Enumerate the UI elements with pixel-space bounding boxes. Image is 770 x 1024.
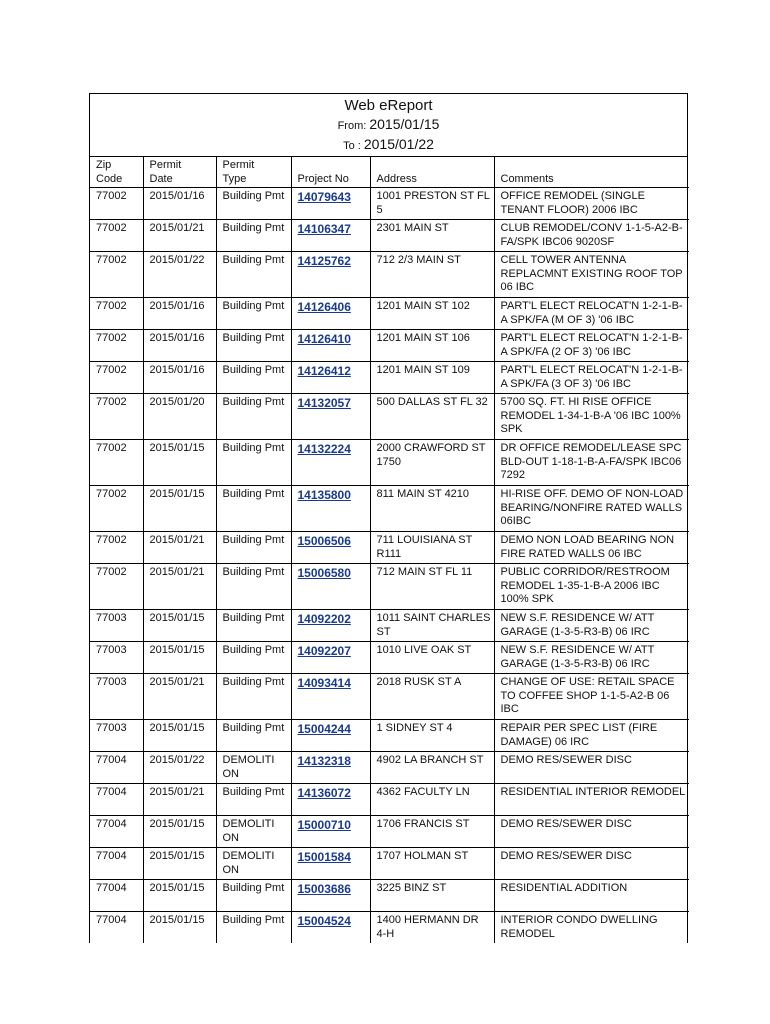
address-cell: 4902 LA BRANCH ST xyxy=(370,752,494,784)
table-row xyxy=(90,816,689,848)
project-link[interactable]: 15004524 xyxy=(297,914,351,928)
project-no-cell xyxy=(291,330,370,362)
project-link[interactable]: 14126406 xyxy=(297,300,351,314)
permit-type-cell: DEMOLITI ON xyxy=(216,752,291,784)
permit-report xyxy=(89,93,688,943)
zip-code-cell: 77002 xyxy=(90,440,143,486)
permit-type-cell: Building Pmt xyxy=(216,394,291,440)
permit-date-cell: 2015/01/15 xyxy=(143,642,216,674)
project-link[interactable]: 14125762 xyxy=(297,254,351,268)
table-row xyxy=(90,486,689,532)
date-from xyxy=(90,115,687,135)
zip-code-cell: 77004 xyxy=(90,848,143,880)
address-cell: 1706 FRANCIS ST xyxy=(370,816,494,848)
permit-date-cell: 2015/01/15 xyxy=(143,486,216,532)
zip-code-cell: 77003 xyxy=(90,720,143,752)
col-comments: Comments xyxy=(494,157,689,188)
table-row xyxy=(90,642,689,674)
table-row xyxy=(90,298,689,330)
zip-code-cell: 77004 xyxy=(90,784,143,816)
project-link[interactable]: 15004244 xyxy=(297,722,351,736)
comments-cell: PART'L ELECT RELOCAT'N 1-2-1-B-A SPK/FA (2 OF 3) '06 IBC xyxy=(494,330,689,362)
comments-cell: DEMO RES/SEWER DISC xyxy=(494,752,689,784)
address-cell: 712 MAIN ST FL 11 xyxy=(370,564,494,610)
zip-code-cell: 77004 xyxy=(90,752,143,784)
address-cell: 1011 SAINT CHARLES ST xyxy=(370,610,494,642)
permit-date-cell: 2015/01/21 xyxy=(143,674,216,720)
address-cell: 1001 PRESTON ST FL 5 xyxy=(370,188,494,220)
to-value: 2015/01/22 xyxy=(363,136,434,152)
from-label: From: xyxy=(337,120,367,132)
comments-cell: DR OFFICE REMODEL/LEASE SPC BLD-OUT 1-18-1-B-A-FA/SPK IBC06 7292 xyxy=(494,440,689,486)
zip-code-cell: 77002 xyxy=(90,486,143,532)
project-link[interactable]: 14132224 xyxy=(297,442,351,456)
project-no-cell xyxy=(291,642,370,674)
zip-code-cell: 77002 xyxy=(90,188,143,220)
permit-date-cell: 2015/01/16 xyxy=(143,188,216,220)
permit-date-cell: 2015/01/21 xyxy=(143,564,216,610)
permit-date-cell: 2015/01/21 xyxy=(143,532,216,564)
address-cell: 4362 FACULTY LN xyxy=(370,784,494,816)
permit-type-cell: Building Pmt xyxy=(216,720,291,752)
project-link[interactable]: 14126412 xyxy=(297,364,351,378)
project-link[interactable]: 14092207 xyxy=(297,644,351,658)
comments-cell: OFFICE REMODEL (SINGLE TENANT FLOOR) 2006 IBC xyxy=(494,188,689,220)
zip-code-cell: 77002 xyxy=(90,532,143,564)
project-no-cell xyxy=(291,394,370,440)
comments-cell: CHANGE OF USE: RETAIL SPACE TO COFFEE SHOP 1-1-5-A2-B 06 IBC xyxy=(494,674,689,720)
permit-type-cell: Building Pmt xyxy=(216,252,291,298)
project-link[interactable]: 14132057 xyxy=(297,396,351,410)
project-no-cell xyxy=(291,440,370,486)
table-header-row xyxy=(90,157,689,188)
project-no-cell xyxy=(291,220,370,252)
comments-cell: NEW S.F. RESIDENCE W/ ATT GARAGE (1-3-5-R3-B) 06 IRC xyxy=(494,642,689,674)
comments-cell: REPAIR PER SPEC LIST (FIRE DAMAGE) 06 IRC xyxy=(494,720,689,752)
permit-date-cell: 2015/01/15 xyxy=(143,912,216,944)
project-link[interactable]: 15006506 xyxy=(297,534,351,548)
address-cell: 811 MAIN ST 4210 xyxy=(370,486,494,532)
address-cell: 1010 LIVE OAK ST xyxy=(370,642,494,674)
table-row xyxy=(90,564,689,610)
project-link[interactable]: 15000710 xyxy=(297,818,351,832)
table-row xyxy=(90,674,689,720)
table-row xyxy=(90,188,689,220)
permit-date-cell: 2015/01/15 xyxy=(143,720,216,752)
permit-type-cell: Building Pmt xyxy=(216,220,291,252)
table-row xyxy=(90,912,689,944)
project-link[interactable]: 14106347 xyxy=(297,222,351,236)
comments-cell: RESIDENTIAL ADDITION xyxy=(494,880,689,912)
project-no-cell xyxy=(291,252,370,298)
project-no-cell xyxy=(291,816,370,848)
permit-date-cell: 2015/01/22 xyxy=(143,252,216,298)
zip-code-cell: 77002 xyxy=(90,298,143,330)
project-no-cell xyxy=(291,752,370,784)
comments-cell: DEMO RES/SEWER DISC xyxy=(494,816,689,848)
project-link[interactable]: 15006580 xyxy=(297,566,351,580)
project-link[interactable]: 14126410 xyxy=(297,332,351,346)
project-link[interactable]: 14136072 xyxy=(297,786,351,800)
permit-type-cell: Building Pmt xyxy=(216,532,291,564)
zip-code-cell: 77002 xyxy=(90,362,143,394)
zip-code-cell: 77002 xyxy=(90,252,143,298)
permit-date-cell: 2015/01/20 xyxy=(143,394,216,440)
project-link[interactable]: 15001584 xyxy=(297,850,351,864)
permit-type-cell: Building Pmt xyxy=(216,674,291,720)
address-cell: 712 2/3 MAIN ST xyxy=(370,252,494,298)
project-no-cell xyxy=(291,532,370,564)
permit-date-cell: 2015/01/21 xyxy=(143,784,216,816)
zip-code-cell: 77003 xyxy=(90,642,143,674)
project-no-cell xyxy=(291,784,370,816)
permit-date-cell: 2015/01/15 xyxy=(143,816,216,848)
address-cell: 1400 HERMANN DR 4-H xyxy=(370,912,494,944)
project-no-cell xyxy=(291,486,370,532)
table-row xyxy=(90,362,689,394)
permit-type-cell: Building Pmt xyxy=(216,298,291,330)
permit-date-cell: 2015/01/22 xyxy=(143,752,216,784)
zip-code-cell: 77002 xyxy=(90,330,143,362)
report-header xyxy=(90,94,687,157)
permit-date-cell: 2015/01/15 xyxy=(143,880,216,912)
comments-cell: NEW S.F. RESIDENCE W/ ATT GARAGE (1-3-5-R3-B) 06 IRC xyxy=(494,610,689,642)
col-permit-type: Permit Type xyxy=(216,157,291,188)
date-to xyxy=(90,135,687,155)
zip-code-cell: 77003 xyxy=(90,674,143,720)
project-link[interactable]: 15003686 xyxy=(297,882,351,896)
col-permit-date: Permit Date xyxy=(143,157,216,188)
permit-type-cell: Building Pmt xyxy=(216,912,291,944)
zip-code-cell: 77002 xyxy=(90,564,143,610)
permit-type-cell: Building Pmt xyxy=(216,330,291,362)
permit-date-cell: 2015/01/16 xyxy=(143,330,216,362)
project-no-cell xyxy=(291,880,370,912)
comments-cell: 5700 SQ. FT. HI RISE OFFICE REMODEL 1-34-1-B-A '06 IBC 100% SPK xyxy=(494,394,689,440)
zip-code-cell: 77004 xyxy=(90,816,143,848)
table-row xyxy=(90,752,689,784)
permit-type-cell: Building Pmt xyxy=(216,486,291,532)
table-row xyxy=(90,440,689,486)
comments-cell: PUBLIC CORRIDOR/RESTROOM REMODEL 1-35-1-B-A 2006 IBC 100% SPK xyxy=(494,564,689,610)
address-cell: 1201 MAIN ST 109 xyxy=(370,362,494,394)
table-row xyxy=(90,252,689,298)
address-cell: 1201 MAIN ST 102 xyxy=(370,298,494,330)
address-cell: 500 DALLAS ST FL 32 xyxy=(370,394,494,440)
comments-cell: PART'L ELECT RELOCAT'N 1-2-1-B-A SPK/FA (3 OF 3) '06 IBC xyxy=(494,362,689,394)
address-cell: 2301 MAIN ST xyxy=(370,220,494,252)
comments-cell: DEMO NON LOAD BEARING NON FIRE RATED WALLS 06 IBC xyxy=(494,532,689,564)
table-row xyxy=(90,330,689,362)
table-row xyxy=(90,784,689,816)
zip-code-cell: 77002 xyxy=(90,220,143,252)
table-row xyxy=(90,610,689,642)
comments-cell: DEMO RES/SEWER DISC xyxy=(494,848,689,880)
permit-type-cell: Building Pmt xyxy=(216,610,291,642)
comments-cell: CELL TOWER ANTENNA REPLACMNT EXISTING ROOF TOP 06 IBC xyxy=(494,252,689,298)
permit-type-cell: Building Pmt xyxy=(216,188,291,220)
col-project-no: Project No xyxy=(291,157,370,188)
table-row xyxy=(90,848,689,880)
col-address: Address xyxy=(370,157,494,188)
zip-code-cell: 77003 xyxy=(90,610,143,642)
address-cell: 1 SIDNEY ST 4 xyxy=(370,720,494,752)
permit-type-cell: DEMOLITI ON xyxy=(216,816,291,848)
permit-type-cell: Building Pmt xyxy=(216,880,291,912)
permit-type-cell: DEMOLITI ON xyxy=(216,848,291,880)
comments-cell: INTERIOR CONDO DWELLING REMODEL xyxy=(494,912,689,944)
zip-code-cell: 77002 xyxy=(90,394,143,440)
project-link[interactable]: 14132318 xyxy=(297,754,351,768)
permit-table xyxy=(90,157,689,943)
project-no-cell xyxy=(291,188,370,220)
permit-type-cell: Building Pmt xyxy=(216,784,291,816)
project-no-cell xyxy=(291,912,370,944)
table-row xyxy=(90,880,689,912)
comments-cell: CLUB REMODEL/CONV 1-1-5-A2-B-FA/SPK IBC06 9020SF xyxy=(494,220,689,252)
to-label: To : xyxy=(343,140,361,152)
permit-date-cell: 2015/01/16 xyxy=(143,298,216,330)
permit-type-cell: Building Pmt xyxy=(216,440,291,486)
address-cell: 2018 RUSK ST A xyxy=(370,674,494,720)
project-no-cell xyxy=(291,362,370,394)
table-row xyxy=(90,220,689,252)
project-link[interactable]: 14092202 xyxy=(297,612,351,626)
project-no-cell xyxy=(291,848,370,880)
from-value: 2015/01/15 xyxy=(369,116,440,132)
zip-code-cell: 77004 xyxy=(96,914,127,926)
project-no-cell xyxy=(291,298,370,330)
address-cell: 1201 MAIN ST 106 xyxy=(370,330,494,362)
permit-date-cell: 2015/01/16 xyxy=(143,362,216,394)
project-no-cell xyxy=(291,674,370,720)
project-link[interactable]: 14135800 xyxy=(297,488,351,502)
permit-date-cell: 2015/01/15 xyxy=(143,610,216,642)
comments-cell: RESIDENTIAL INTERIOR REMODEL xyxy=(494,784,689,816)
address-cell: 2000 CRAWFORD ST 1750 xyxy=(370,440,494,486)
table-row xyxy=(90,532,689,564)
address-cell: 1707 HOLMAN ST xyxy=(370,848,494,880)
permit-type-cell: Building Pmt xyxy=(216,362,291,394)
table-row xyxy=(90,394,689,440)
permit-type-cell: Building Pmt xyxy=(216,642,291,674)
permit-date-cell: 2015/01/15 xyxy=(143,440,216,486)
zip-code-cell: 77004 xyxy=(90,880,143,912)
project-link[interactable]: 14093414 xyxy=(297,676,351,690)
project-no-cell xyxy=(291,720,370,752)
table-row xyxy=(90,720,689,752)
col-zip-code: Zip Code xyxy=(90,157,143,188)
permit-type-cell: Building Pmt xyxy=(216,564,291,610)
address-cell: 711 LOUISIANA ST R111 xyxy=(370,532,494,564)
project-no-cell xyxy=(291,610,370,642)
comments-cell: PART'L ELECT RELOCAT'N 1-2-1-B-A SPK/FA (M OF 3) '06 IBC xyxy=(494,298,689,330)
address-cell: 3225 BINZ ST xyxy=(370,880,494,912)
project-no-cell xyxy=(291,564,370,610)
permit-date-cell: 2015/01/15 xyxy=(143,848,216,880)
report-title: Web eReport xyxy=(344,97,433,114)
project-link[interactable]: 14079643 xyxy=(297,190,351,204)
comments-cell: HI-RISE OFF. DEMO OF NON-LOAD BEARING/NONFIRE RATED WALLS 06IBC xyxy=(494,486,689,532)
permit-date-cell: 2015/01/21 xyxy=(143,220,216,252)
